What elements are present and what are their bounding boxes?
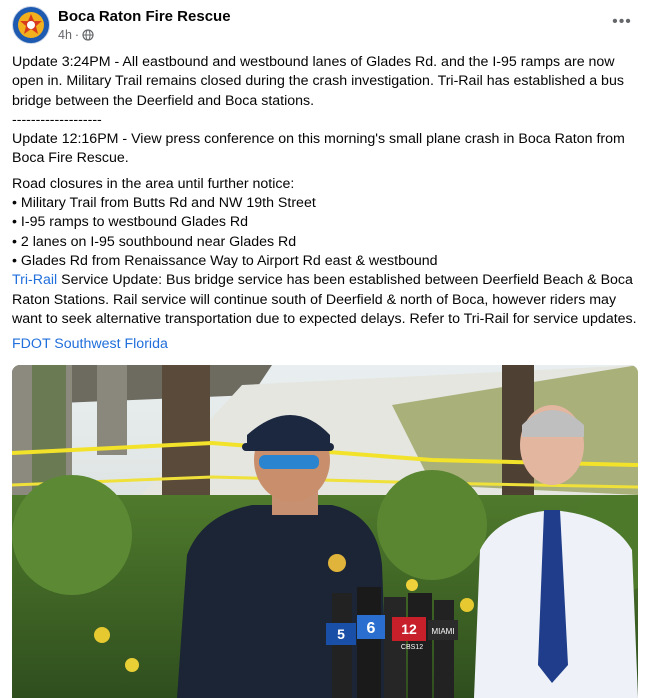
mic-label: 5 (337, 626, 345, 642)
post-body (12, 53, 642, 329)
closures-title: Road closures in the area until further notice: (12, 175, 295, 192)
mic-label: CBS12 (400, 644, 424, 651)
meta-separator: · (74, 28, 80, 42)
fdot-link[interactable]: FDOT Southwest Florida (12, 336, 168, 352)
closure-item: • I-95 ramps to westbound Glades Rd (12, 214, 249, 231)
trirail-paragraph (12, 271, 642, 329)
closure-item: • 2 lanes on I-95 southbound near Glades Rd (12, 233, 297, 250)
more-horizontal-icon[interactable]: ••• (612, 13, 632, 30)
post-header (12, 6, 638, 46)
closure-item: • Military Trail from Butts Rd and NW 19th Street (12, 195, 316, 212)
update-text-2: Update 12:16PM - View press conference on this morning's small plane crash in Boca Raton from Boca Fire Rescue. (12, 131, 625, 167)
press-conference-photo[interactable] (12, 365, 638, 698)
mic-label: 12 (401, 621, 417, 637)
globe-icon (82, 29, 94, 41)
update-text-1: Update 3:24PM - All eastbound and westbound lanes of Glades Rd. and the I-95 ramps are now open in. Military Trail remains closed during the crash investigation. Tri-Rail has established a bus bridge between the Deerfield and Boca stations. (12, 54, 624, 109)
mic-label: 6 (366, 620, 376, 637)
trirail-link[interactable]: Tri-Rail (12, 272, 58, 289)
mic-label: MIAMI (431, 627, 455, 636)
page-name[interactable]: Boca Raton Fire Rescue (58, 8, 231, 25)
photo-illustration (12, 365, 638, 698)
closure-item: • Glades Rd from Renaissance Way to Airport Rd east & westbound (12, 252, 438, 269)
page-avatar[interactable] (12, 6, 50, 44)
post-timestamp[interactable]: 4h (58, 28, 72, 42)
post-meta (58, 28, 94, 42)
fire-rescue-logo-icon (13, 7, 49, 43)
divider-text: ------------------- (12, 111, 102, 128)
trirail-text: Service Update: Bus bridge service has been established between Deerfield Beach & Boca Raton Stations. Rail service will continue south of Deerfield & north of Boca, however riders may want to seek alternative transportation due to expected delays. Refer to Tri-Rail for service updates. (12, 272, 637, 327)
